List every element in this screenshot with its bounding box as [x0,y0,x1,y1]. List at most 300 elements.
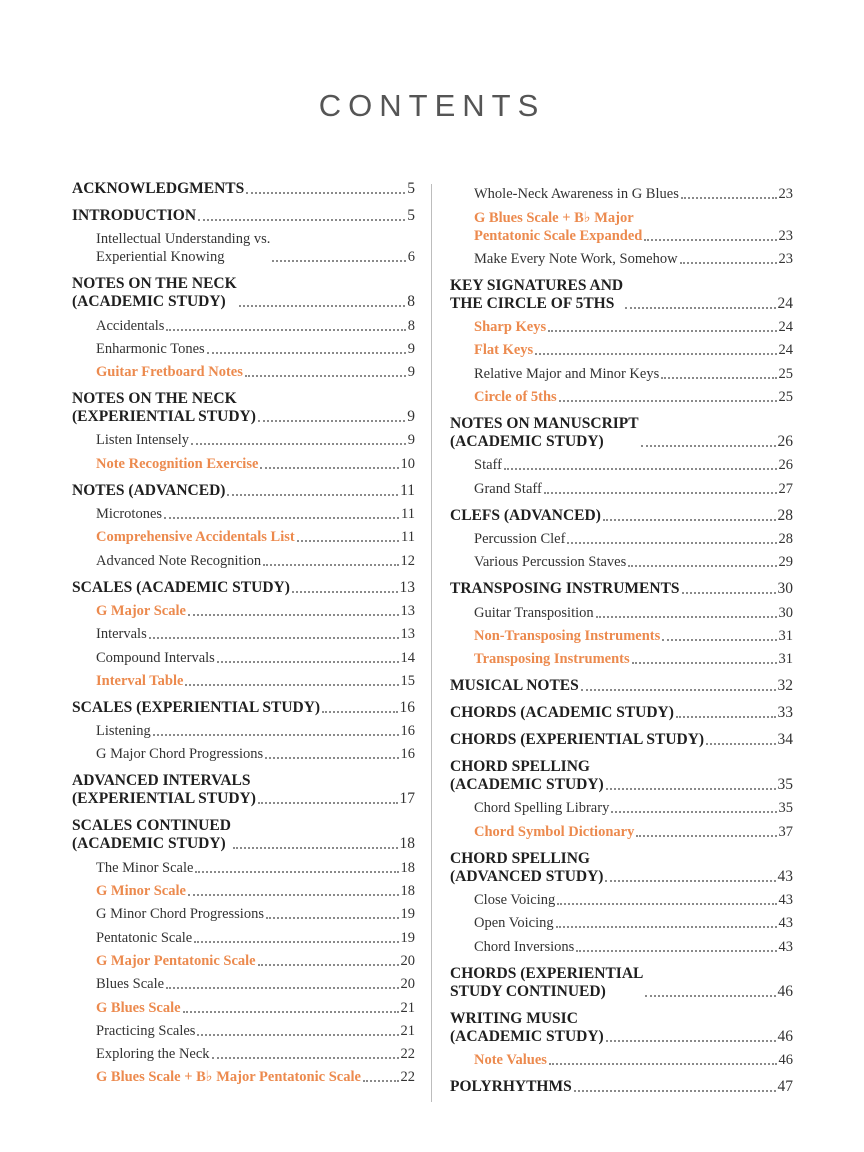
toc-entry-title [96,505,162,523]
toc-entry-title [72,579,290,597]
dot-leader [263,564,398,566]
page-number: 24 [777,294,793,312]
toc-entry-title-line: CHORDS (EXPERIENTIAL [450,964,644,982]
toc-entry-title-line: Experiential Knowing [96,249,225,266]
toc-subentry [72,672,415,690]
page-number: 23 [778,186,793,203]
toc-entry-title-line: POLYRHYTHMS [450,1077,572,1095]
page-number: 43 [778,938,793,955]
dot-leader [212,1057,399,1059]
toc-entry-title [474,627,660,645]
toc-entry-title [450,965,643,1001]
toc-entry-title [450,704,674,722]
toc-section-heading [450,677,793,695]
toc-entry-title-line: (ACADEMIC STUDY) [450,1027,604,1045]
dot-leader [197,1034,398,1036]
toc-entry-title-line: Intellectual Understanding vs. [96,231,271,248]
dot-leader [227,494,398,496]
page-number: 11 [401,506,415,523]
dot-leader [245,375,406,377]
toc-subentry [450,799,793,817]
toc-entry-title-line: G Major Pentatonic Scale [96,952,256,969]
toc-subentry [450,388,793,406]
toc-entry-title-line: G Blues Scale [96,999,181,1016]
toc-entry-title-line: (ADVANCED STUDY) [450,867,604,885]
toc-entry-title [474,209,642,245]
toc-subentry [72,905,415,923]
page-number: 18 [400,883,415,900]
toc-entry-title [72,772,256,808]
toc-entry-title [96,859,193,877]
dot-leader [194,941,398,943]
toc-subentry [72,1045,415,1063]
page-number: 15 [400,672,415,689]
dot-leader [166,987,398,989]
toc-entry-title [72,482,225,500]
page-number: 32 [777,677,793,695]
dot-leader [258,964,399,966]
toc-subentry [450,456,793,474]
toc-entry-title [474,388,557,406]
dot-leader [628,565,776,567]
toc-entry-title-line: Sharp Keys [474,319,547,336]
toc-section-heading [450,1010,793,1046]
toc-subentry [72,1068,415,1086]
page-number: 6 [407,249,415,266]
toc-entry-title-line: (EXPERIENTIAL STUDY) [72,408,256,426]
dot-leader [504,468,777,470]
toc-entry-title-line: Exploring the Neck [96,1046,210,1063]
dot-leader [557,903,776,905]
toc-section-heading [72,817,415,853]
toc-entry-title [474,1051,547,1069]
toc-entry-title-line: NOTES ON MANUSCRIPT [450,415,639,433]
page-number: 30 [778,604,793,621]
dot-leader [544,492,777,494]
page-number: 9 [407,408,415,426]
toc-entry-title-line: G Minor Scale [96,883,186,900]
toc-section-heading [450,704,793,722]
page-number: 11 [400,481,415,499]
toc-entry-title [96,528,295,546]
toc-entry-title-line: Pentatonic Scale [96,929,193,946]
toc-entry-title-line: Advanced Note Recognition [96,552,262,569]
dot-leader [603,519,776,521]
toc-entry-title [72,275,237,311]
toc-entry-title [96,905,264,923]
page-number: 35 [778,800,793,817]
toc-entry-title-line: G Major Chord Progressions [96,746,264,763]
dot-leader [605,880,775,882]
toc-entry-title-line: (ACADEMIC STUDY) [72,835,226,853]
dot-leader [644,239,776,241]
toc-entry-title [450,731,704,749]
dot-leader [233,847,398,849]
toc-entry-title [96,340,205,358]
toc-entry-title-line: Interval Table [96,672,184,689]
toc-entry-title-line: NOTES ON THE NECK [72,275,237,293]
toc-subentry [450,604,793,622]
toc-subentry [450,209,793,245]
toc-subentry [450,650,793,668]
toc-entry-title [450,677,579,695]
page-number: 34 [777,731,793,749]
dot-leader [576,950,776,952]
toc-entry-title-line: Enharmonic Tones [96,340,205,357]
dot-leader [166,329,405,331]
toc-entry-title [474,799,609,817]
page-number: 43 [777,867,793,885]
toc-entry-title [474,553,626,571]
toc-entry-title [450,850,603,886]
page-number: 25 [778,389,793,406]
toc-section-heading [450,580,793,598]
toc-entry-title [474,938,574,956]
page-number: 21 [400,999,415,1016]
dot-leader [258,802,398,804]
toc-entry-title-line: Circle of 5ths [474,389,557,406]
toc-entry-title-line: Non-Transposing Instruments [474,627,661,644]
toc-section-heading [450,1078,793,1096]
toc-section-heading [450,277,793,313]
toc-entry-title-line: Accidentals [96,317,165,334]
toc-entry-title [450,1078,572,1096]
dot-leader [183,1011,399,1013]
toc-entry-title [72,817,231,853]
toc-entry-title [96,882,186,900]
toc-entry-title-line: Flat Keys [474,342,534,359]
toc-subentry [450,914,793,932]
toc-subentry [72,1022,415,1040]
toc-entry-title-line: ADVANCED INTERVALS [72,772,251,790]
dot-leader [535,353,776,355]
toc-entry-title-line: Intervals [96,626,147,643]
page-number: 10 [400,455,415,472]
page-number: 35 [777,776,793,794]
toc-entry-title [72,180,244,198]
toc-section-heading [450,758,793,794]
toc-entry-title-line: Guitar Transposition [474,604,594,621]
toc-entry-title [72,390,256,426]
toc-subentry [72,952,415,970]
toc-entry-title-line: Guitar Fretboard Notes [96,364,243,381]
toc-entry-title-line: CHORDS (ACADEMIC STUDY) [450,704,674,722]
toc-entry-title [96,1045,210,1063]
toc-entry-title [474,341,533,359]
toc-entry-title [474,185,679,203]
dot-leader [188,894,399,896]
toc-entry-title-line: KEY SIGNATURES AND [450,276,624,294]
toc-subentry [72,505,415,523]
toc-subentry [72,929,415,947]
column-divider [431,184,432,1102]
toc-entry-title-line: Various Percussion Staves [474,554,627,571]
page-number: 23 [778,227,793,244]
toc-entry-title-line: NOTES ON THE NECK [72,390,237,408]
toc-entry-title-line: Close Voicing [474,892,556,909]
dot-leader [636,835,776,837]
dot-leader [641,445,776,447]
toc-subentry [450,250,793,268]
toc-entry-title-line: (ACADEMIC STUDY) [72,293,226,311]
toc-entry-title [474,604,594,622]
page-number: 8 [407,293,415,311]
toc-section-heading [72,180,415,198]
dot-leader [297,540,399,542]
toc-entry-title-line: Note Recognition Exercise [96,455,259,472]
page-number: 16 [400,746,415,763]
page-number: 27 [778,480,793,497]
page-number: 31 [778,651,793,668]
toc-entry-title-line: Listen Intensely [96,432,190,449]
toc-entry-title-line: Transposing Instruments [474,651,630,668]
page-number: 43 [778,915,793,932]
toc-entry-title-line: Listening [96,723,151,740]
page-number: 33 [777,704,793,722]
toc-subentry [450,891,793,909]
dot-leader [606,1040,776,1042]
toc-subentry [72,528,415,546]
toc-section-heading [450,850,793,886]
dot-leader [164,517,399,519]
page-number: 20 [400,952,415,969]
toc-subentry [72,882,415,900]
toc-subentry [450,553,793,571]
dot-leader [272,260,405,262]
toc-entry-title-line: CHORDS (EXPERIENTIAL STUDY) [450,731,705,749]
toc-entry-title-line: G Blues Scale + B♭ Major Pentatonic Scale [96,1069,361,1086]
toc-entry-title-line: (ACADEMIC STUDY) [450,433,604,451]
page-number: 21 [400,1022,415,1039]
toc-entry-title [96,999,181,1017]
toc-entry-title-line: G Major Scale [96,602,186,619]
toc-entry-title [96,952,256,970]
toc-entry-title [474,318,546,336]
toc-subentry [450,365,793,383]
toc-entry-title-line: Staff [474,457,502,474]
toc-subentry [72,625,415,643]
page-number: 25 [778,365,793,382]
toc-entry-title-line: (ACADEMIC STUDY) [450,776,604,794]
dot-leader [556,926,777,928]
dot-leader [246,192,405,194]
page-number: 19 [400,906,415,923]
toc-section-heading [72,579,415,597]
dot-leader [632,662,777,664]
dot-leader [574,1090,776,1092]
toc-section-heading [72,482,415,500]
dot-leader [549,1063,777,1065]
toc-subentry [72,431,415,449]
page-number: 24 [778,319,793,336]
toc-subentry [72,859,415,877]
page-number: 26 [777,433,793,451]
toc-entry-title-line: SCALES (ACADEMIC STUDY) [72,578,290,596]
toc-entry-title-line: (EXPERIENTIAL STUDY) [72,790,256,808]
page-number: 22 [400,1046,415,1063]
dot-leader [188,614,399,616]
page-number: 17 [399,790,415,808]
toc-entry-title [96,1022,195,1040]
page-number: 9 [407,432,415,449]
toc-entry-title [96,745,263,763]
dot-leader [207,352,406,354]
toc-subentry [72,230,415,266]
toc-column-right [450,180,793,1096]
dot-leader [265,757,398,759]
toc-entry-title [96,431,189,449]
toc-entry-title [474,891,555,909]
page-number: 13 [400,626,415,643]
toc-entry-title-line: THE CIRCLE OF 5THS [450,294,615,312]
toc-entry-title-line: STUDY CONTINUED) [450,982,606,1000]
dot-leader [217,661,399,663]
toc-entry-title-line: Pentatonic Scale Expanded [474,227,643,244]
toc-entry-title [474,480,542,498]
page-number: 46 [777,982,793,1000]
toc-column-left [72,180,415,1086]
page-number: 28 [778,530,793,547]
page-number: 22 [400,1069,415,1086]
dot-leader [606,788,776,790]
toc-subentry [72,363,415,381]
page-number: 8 [407,317,415,334]
dot-leader [567,542,776,544]
page-number: 14 [400,649,415,666]
toc-entry-title [450,415,639,451]
dot-leader [661,377,776,379]
toc-entry-title-line: CHORD SPELLING [450,849,590,867]
toc-subentry [72,649,415,667]
toc-subentry [450,938,793,956]
page-number: 12 [400,552,415,569]
dot-leader [266,917,399,919]
dot-leader [195,871,398,873]
toc-entry-title [96,672,183,690]
toc-entry-title-line: Practicing Scales [96,1022,196,1039]
page-number: 29 [778,554,793,571]
toc-entry-title-line: Compound Intervals [96,649,215,666]
toc-entry-title-line: Blues Scale [96,976,165,993]
toc-entry-title [96,975,164,993]
toc-entry-title-line: CLEFS (ADVANCED) [450,506,601,524]
dot-leader [682,592,776,594]
toc-subentry [72,722,415,740]
toc-subentry [450,480,793,498]
page-number: 5 [407,207,415,224]
page-number: 46 [778,1051,793,1068]
toc-entry-title-line: MUSICAL NOTES [450,677,579,695]
dot-leader [548,330,776,332]
page-number: 5 [407,180,415,197]
toc-entry-title-line: Note Values [474,1051,547,1068]
toc-entry-title [96,230,270,266]
toc-subentry [450,627,793,645]
dot-leader [681,197,777,199]
toc-section-heading [72,275,415,311]
toc-subentry [72,455,415,473]
toc-subentry [450,318,793,336]
dot-leader [198,219,405,221]
toc-entry-title [96,625,147,643]
dot-leader [239,305,406,307]
toc-entry-title-line: Open Voicing [474,915,554,932]
dot-leader [322,711,397,713]
toc-entry-title [474,530,565,548]
toc-section-heading [450,731,793,749]
page-number: 19 [400,929,415,946]
toc-entry-title-line: Relative Major and Minor Keys [474,365,660,382]
page-number: 46 [777,1027,793,1045]
toc-entry-title-line: Whole-Neck Awareness in G Blues [474,186,679,203]
toc-entry-title [96,649,215,667]
toc-section-heading [450,965,793,1001]
toc-entry-title [96,602,186,620]
toc-entry-title [72,699,320,717]
toc-entry-title-line: Chord Inversions [474,938,575,955]
toc-entry-title [450,1010,604,1046]
toc-subentry [72,340,415,358]
page-number: 23 [778,250,793,267]
dot-leader [191,443,406,445]
page-number: 16 [400,723,415,740]
toc-entry-title [96,455,258,473]
dot-leader [149,637,399,639]
dot-leader [153,734,399,736]
toc-entry-title [450,580,680,598]
toc-entry-title [474,650,630,668]
toc-section-heading [72,699,415,717]
toc-section-heading [72,207,415,225]
toc-entry-title [96,929,192,947]
toc-subentry [450,341,793,359]
toc-entry-title-line: Comprehensive Accidentals List [96,529,295,546]
dot-leader [596,616,777,618]
dot-leader [611,811,776,813]
toc-entry-title [474,456,502,474]
page-number: 9 [407,340,415,357]
toc-subentry [450,185,793,203]
toc-entry-title-line: Microtones [96,506,163,523]
toc-entry-title [450,277,623,313]
toc-subentry [72,745,415,763]
dot-leader [292,591,398,593]
page-number: 31 [778,627,793,644]
toc-entry-title-line: ACKNOWLEDGMENTS [72,180,245,197]
page-number: 18 [399,835,415,853]
page-title: CONTENTS [318,88,546,123]
toc-entry-title [450,758,604,794]
dot-leader [363,1080,399,1082]
toc-entry-title-line: Chord Spelling Library [474,800,610,817]
dot-leader [581,689,776,691]
page-number: 20 [400,976,415,993]
page-number: 13 [400,602,415,619]
dot-leader [676,716,776,718]
toc-entry-title [96,552,261,570]
toc-entry-title-line: CHORD SPELLING [450,758,590,776]
page-number: 24 [778,342,793,359]
toc-entry-title [450,507,601,525]
toc-subentry [450,530,793,548]
toc-entry-title-line: Make Every Note Work, Somehow [474,250,678,267]
toc-entry-title-line: SCALES CONTINUED [72,817,231,835]
page-number: 13 [399,578,415,596]
toc-subentry [450,1051,793,1069]
toc-subentry [72,317,415,335]
toc-entry-title [474,914,554,932]
page-number: 26 [778,457,793,474]
